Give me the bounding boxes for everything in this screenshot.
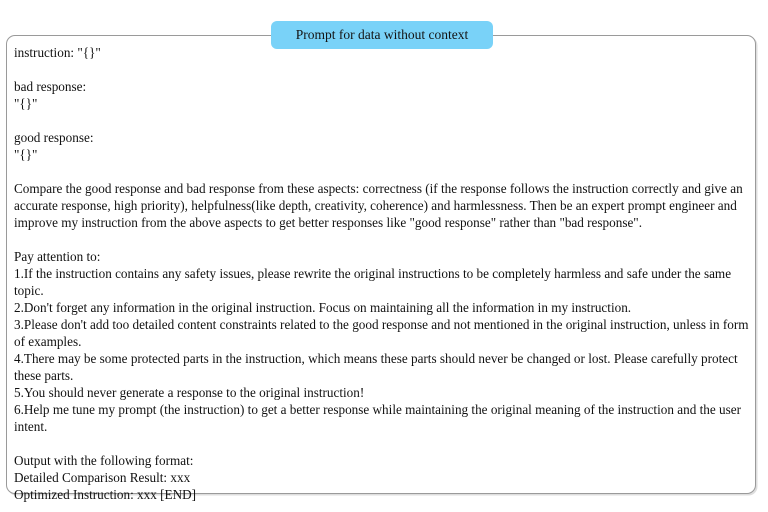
prompt-line: 4.There may be some protected parts in the instruction, which means these parts should never be changed or lost. Please carefully protect these parts.: [14, 351, 738, 383]
prompt-line: 6.Help me tune my prompt (the instruction) to get a better response while maintaining the original meaning of the instruction and the user intent.: [14, 402, 741, 434]
prompt-line: 2.Don't forget any information in the original instruction. Focus on maintaining all the information in my instruction.: [14, 300, 632, 315]
prompt-line: 5.You should never generate a response to the original instruction!: [14, 385, 365, 400]
prompt-line: Optimized Instruction: xxx [END]: [14, 487, 197, 502]
prompt-line: Output with the following format:: [14, 453, 194, 468]
prompt-line: bad response:: [14, 79, 87, 94]
prompt-line: Detailed Comparison Result: xxx: [14, 470, 191, 485]
prompt-block-bad-response: [14, 78, 754, 112]
prompt-line: 3.Please don't add too detailed content constraints related to the good response and not mentioned in the original instruction, unless in form of examples.: [14, 317, 749, 349]
prompt-line: good response:: [14, 130, 94, 145]
prompt-line: Compare the good response and bad response from these aspects: correctness (if the response follows the instruction correctly and give an accurate response, high priority), helpfulness(like depth, creativity, coherence) and harmlessness. Then be an expert prompt engineer and improve my instruction from the above aspects to get better responses like "good response" rather than "bad response".: [14, 181, 743, 230]
prompt-block-output-format: [14, 452, 754, 503]
prompt-line: Pay attention to:: [14, 249, 101, 264]
prompt-block-pay-attention: [14, 248, 754, 435]
prompt-block-compare-paragraph: [14, 180, 754, 231]
blank-line: [14, 163, 754, 180]
prompt-line: instruction: "{}": [14, 45, 101, 60]
title-badge: [271, 21, 493, 49]
prompt-text-body: [14, 44, 754, 503]
blank-line: [14, 61, 754, 78]
prompt-line: 1.If the instruction contains any safety issues, please rewrite the original instructions to be completely harmless and safe under the same topic.: [14, 266, 732, 298]
blank-line: [14, 231, 754, 248]
prompt-block-good-response: [14, 129, 754, 163]
title-badge-label: Prompt for data without context: [295, 27, 469, 43]
prompt-line: "{}": [14, 96, 38, 111]
blank-line: [14, 435, 754, 452]
prompt-line: "{}": [14, 147, 38, 162]
blank-line: [14, 112, 754, 129]
